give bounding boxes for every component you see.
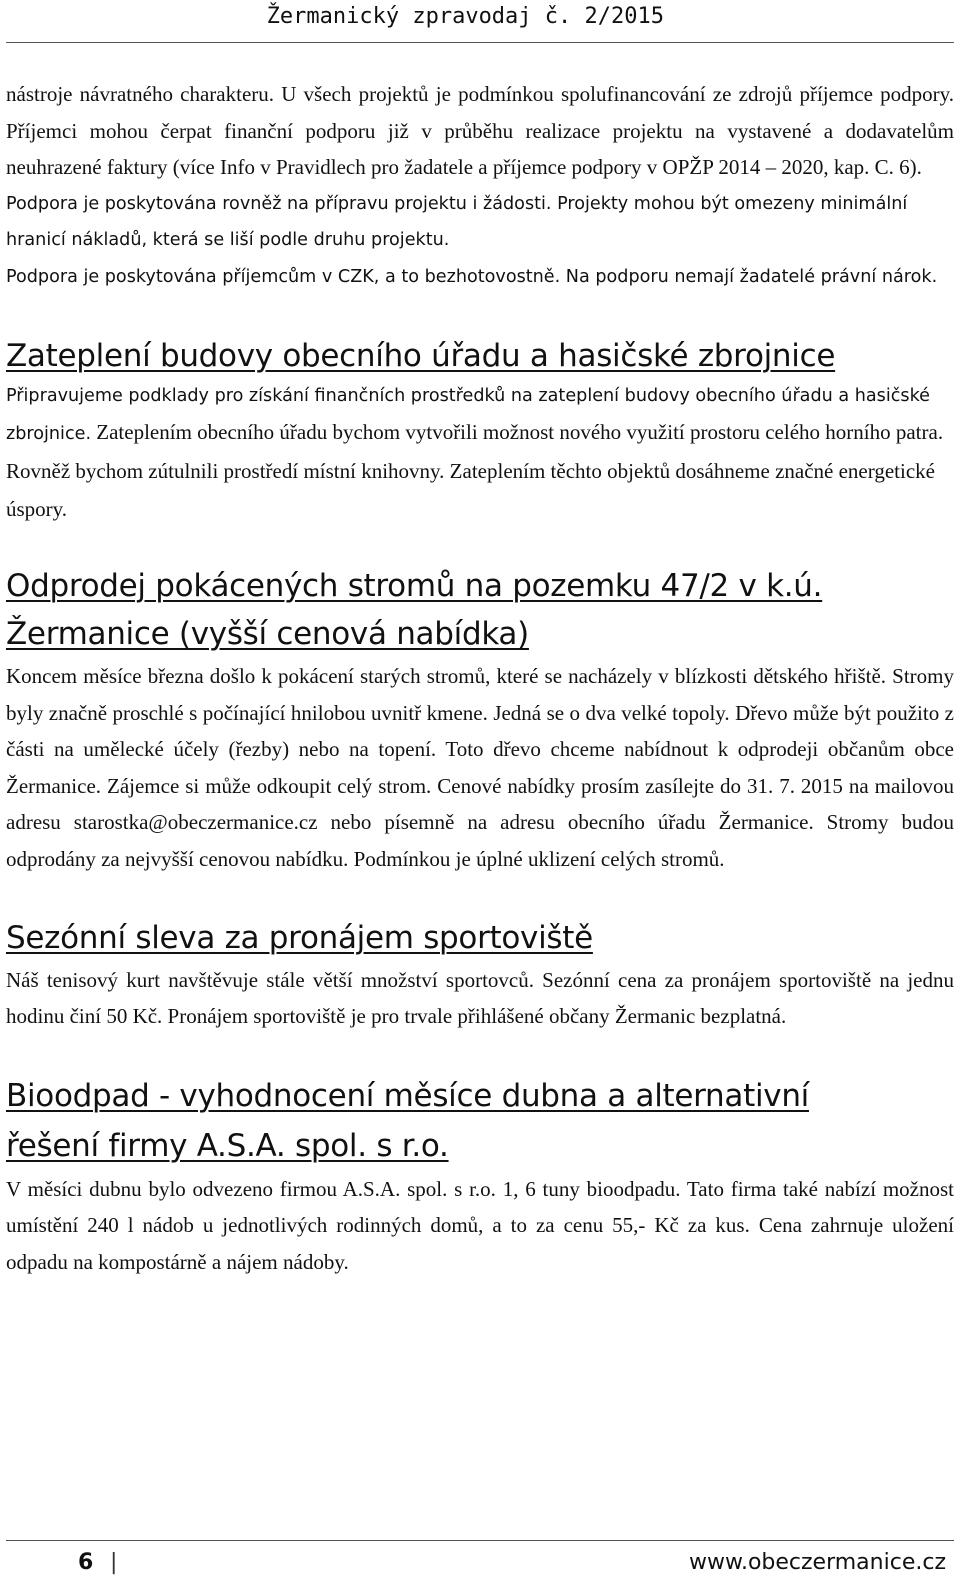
heading-odprodej-line1: Odprodej pokácených stromů na pozemku 47/2 v k.ú. — [6, 567, 823, 604]
zatepleni-text-a: Připravujeme podklady pro získání finančních prostředků na zateplení budovy obecního úřadu a hasičské zbrojnice. — [6, 385, 930, 445]
page-number: 6 — [78, 1550, 94, 1575]
page-footer — [0, 1540, 960, 1589]
intro-paragraph-3a: Podpora je poskytována příjemcům v CZK, a to bezhotovostně. — [6, 266, 561, 287]
odprodej-paragraph: Koncem měsíce března došlo k pokácení starých stromů, které se nacházely v blízkosti dětského hřiště. Stromy byly značně proschlé s počínající hnilobou uvnitř kmene. Jedná se o dva velké topoly. Dřevo může být použito z části na umělecké účely (řezby) nebo na topení. Toto dřevo chceme nabídnout k odprodeji občanům obce Žermanice. Zájemce si může odkoupit celý strom. Cenové nabídky prosím zasílejte do 31. 7. 2015 na mailovou adresu starostka@obeczermanice.cz nebo písemně na adresu obecního úřadu Žermanice. Stromy budou odprodány za nejvyšší cenovou nabídku. Podmínkou je úplné uklizení celých stromů. — [6, 663, 954, 871]
heading-bioodpad — [6, 1071, 954, 1171]
heading-sezonni: Sezónní sleva za pronájem sportoviště — [6, 919, 593, 956]
page-separator: | — [110, 1550, 118, 1575]
heading-bioodpad-line1: Bioodpad - vyhodnocení měsíce dubna a alternativní — [6, 1077, 809, 1114]
article-body — [6, 76, 954, 1280]
heading-zatepleni: Zateplení budovy obecního úřadu a hasičské zbrojnice — [6, 337, 836, 374]
zatepleni-paragraph — [6, 378, 954, 530]
zatepleni-text-b: Zateplením obecního úřadu bychom vytvořili možnost nového využití prostoru celého horního patra. Rovněž bychom zútulnili prostředí místní knihovny. Zateplením těchto objektů dosáhneme značné energetické úspory. — [6, 420, 944, 522]
header-divider — [6, 42, 954, 43]
heading-odprodej-line2: Žermanice (vyšší cenová nabídka) — [6, 615, 529, 652]
footer-divider — [6, 1540, 954, 1541]
intro-paragraph-2: Podpora je poskytována rovněž na přípravu projektu i žádosti. Projekty mohou být omezeny minimální hranicí nákladů, která se liší podle druhu projektu. — [6, 193, 908, 251]
page-header — [0, 0, 960, 50]
intro-paragraph-3 — [6, 259, 954, 296]
newsletter-title: Žermanický zpravodaj č. 2/2015 — [266, 4, 664, 29]
sezonni-paragraph: Náš tenisový kurt navštěvuje stále větší množství sportovců. Sezónní cena za pronájem sportoviště na jednu hodinu činí 50 Kč. Pronájem sportoviště je pro trvale přihlášené občany Žermanic bezplatná. — [6, 967, 954, 1029]
website-link[interactable]: www.obeczermanice.cz — [689, 1550, 946, 1575]
intro-paragraph-3b: Na podporu nemají žadatelé právní nárok. — [560, 266, 938, 287]
heading-bioodpad-line2: řešení firmy A.S.A. spol. s r.o. — [6, 1127, 449, 1164]
heading-odprodej — [6, 562, 954, 658]
intro-paragraph-1: nástroje návratného charakteru. U všech projektů je podmínkou spolufinancování ze zdrojů příjemce podpory. Příjemci mohou čerpat finanční podporu již v průběhu realizace projektu na vystavené a dodavatelům neuhrazené faktury (více Info v Pravidlech pro žadatele a příjemce podpory v OPŽP 2014 – 2020, kap. C. 6). — [6, 82, 954, 180]
bioodpad-paragraph: V měsíci dubnu bylo odvezeno firmou A.S.A. spol. s r.o. 1, 6 tuny bioodpadu. Tato firma také nabízí možnost umístění 240 l nádob u jednotlivých rodinných domů, a to za cenu 55,- Kč za kus. Cena zahrnuje uložení odpadu na kompostárně a nájem nádoby. — [6, 1176, 954, 1274]
